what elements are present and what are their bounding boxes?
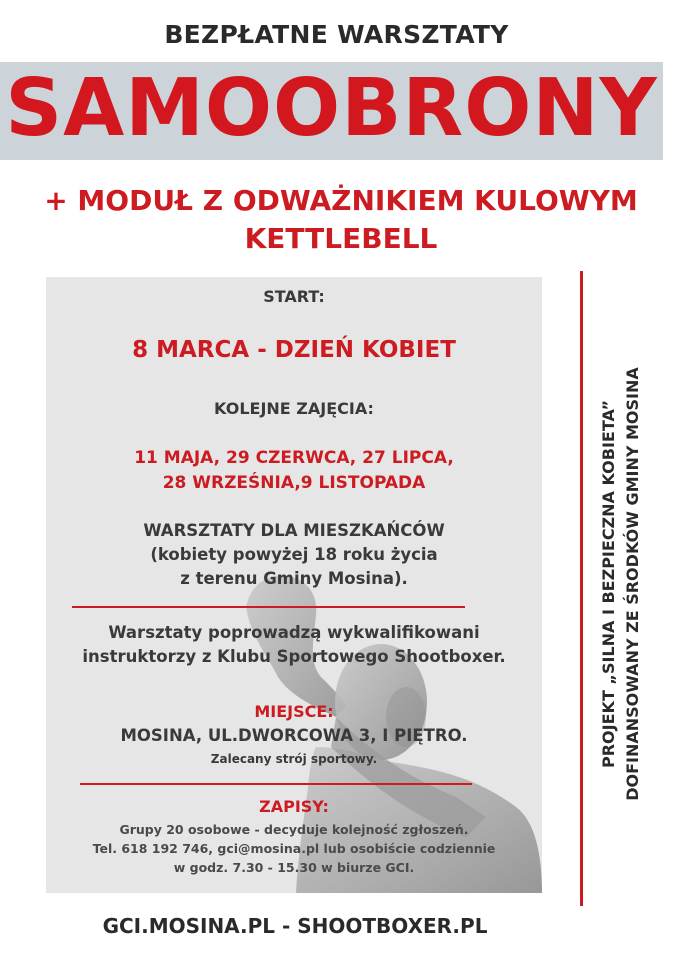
audience-line-3: z terenu Gminy Mosina). bbox=[180, 569, 408, 588]
project-info-vertical bbox=[597, 354, 657, 814]
signup-info bbox=[46, 820, 542, 877]
audience-line-1: WARSZTATY DLA MIESZKAŃCÓW bbox=[143, 521, 445, 540]
signup-line-1: Grupy 20 osobowe - decyduje kolejność zgłoszeń. bbox=[119, 822, 469, 837]
module-line-2: KETTLEBELL bbox=[244, 222, 438, 255]
module-line-1: + MODUŁ Z ODWAŻNIKIEM KULOWYM bbox=[44, 184, 638, 217]
header-subtitle: BEZPŁATNE WARSZTATY bbox=[164, 20, 509, 49]
module-heading bbox=[21, 182, 661, 258]
instructors-info bbox=[46, 621, 542, 669]
place-address: MOSINA, UL.DWORCOWA 3, I PIĘTRO. bbox=[120, 726, 468, 745]
instructors-line-1: Warsztaty poprowadzą wykwalifikowani bbox=[108, 623, 480, 642]
project-line-2: DOFINANSOWANY ZE ŚRODKÓW GMINY MOSINA bbox=[623, 367, 642, 801]
info-panel bbox=[46, 277, 542, 893]
signup-label: ZAPISY: bbox=[259, 797, 329, 816]
start-date: 8 MARCA - DZIEŃ KOBIET bbox=[132, 337, 456, 363]
divider-2 bbox=[80, 783, 472, 785]
instructors-line-2: instruktorzy z Klubu Sportowego Shootboxer. bbox=[82, 647, 506, 666]
place-label: MIEJSCE: bbox=[254, 702, 334, 721]
signup-line-3: w godz. 7.30 - 15.30 w biurze GCI. bbox=[173, 860, 415, 875]
project-line-1: PROJEKT „SILNA I BEZPIECZNA KOBIETA” bbox=[599, 400, 618, 768]
footer-links[interactable]: GCI.MOSINA.PL - SHOOTBOXER.PL bbox=[102, 914, 488, 938]
divider-1 bbox=[72, 606, 465, 608]
start-label: START: bbox=[263, 287, 325, 306]
next-sessions-dates bbox=[46, 446, 542, 496]
dates-line-2: 28 WRZEŚNIA,9 LISTOPADA bbox=[162, 473, 426, 493]
place-note: Zalecany strój sportowy. bbox=[210, 752, 378, 766]
page-title: SAMOOBRONY bbox=[5, 62, 658, 154]
signup-line-2: Tel. 618 192 746, gci@mosina.pl lub osobiście codziennie bbox=[92, 841, 496, 856]
vertical-divider bbox=[580, 271, 583, 906]
audience-line-2: (kobiety powyżej 18 roku życia bbox=[150, 545, 438, 564]
audience-info bbox=[46, 519, 542, 591]
dates-line-1: 11 MAJA, 29 CZERWCA, 27 LIPCA, bbox=[134, 448, 454, 468]
next-sessions-label: KOLEJNE ZAJĘCIA: bbox=[214, 399, 374, 418]
